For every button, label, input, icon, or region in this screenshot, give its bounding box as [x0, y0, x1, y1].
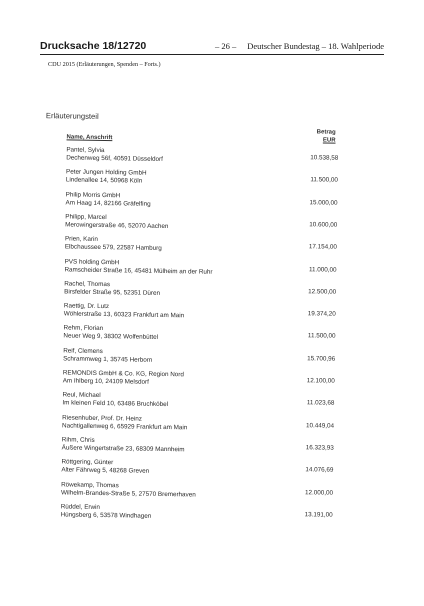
- donor-entry: [63, 369, 335, 391]
- donor-address: Neuer Weg 9, 38302 Wolfenbüttel: [63, 332, 159, 342]
- donation-amount: 15.000,00: [309, 198, 338, 207]
- donation-amount: 11.500,00: [310, 176, 338, 184]
- donor-entry: [61, 459, 333, 481]
- donor-name: Prien, Karin: [64, 235, 98, 244]
- donor-address: Elbchaussee 579, 22587 Hamburg: [64, 243, 162, 253]
- donor-entry: [64, 280, 336, 302]
- donor-address: Birsfelder Straße 95, 52351 Düren: [64, 288, 161, 297]
- donor-name: Raettig, Dr. Lutz: [63, 302, 110, 311]
- donor-entry: [66, 146, 338, 168]
- donor-entry: [62, 392, 334, 414]
- donor-name: Riesenhuber, Prof. Dr. Heinz: [62, 413, 143, 423]
- donor-entry: [66, 169, 338, 191]
- donor-address: Merowingerstraße 46, 52070 Aachen: [65, 221, 169, 230]
- donation-amount: 11.000,00: [308, 265, 337, 274]
- donor-name: Reul, Michael: [62, 391, 101, 400]
- donor-name: Röttgering, Günter: [61, 458, 114, 467]
- donor-address: Nachtigallenweg 6, 65929 Frankfurt am Main: [61, 421, 188, 431]
- donor-entry: [61, 481, 333, 503]
- page-number: – 26 –: [215, 41, 237, 51]
- column-header-amount-unit: EUR: [322, 137, 336, 144]
- donor-name: Pantel, Sylvia: [66, 146, 105, 155]
- document-label: Drucksache 18/: [40, 40, 118, 52]
- donation-amount: 10.449,04: [306, 421, 335, 430]
- donor-entry: [62, 414, 334, 436]
- donor-address: Hüngsberg 6, 53578 Windhagen: [60, 511, 152, 520]
- donor-name: Rachel, Thomas: [64, 280, 111, 288]
- donation-amount: 10.600,00: [309, 221, 338, 229]
- donor-address: Ramscheider Straße 16, 45481 Mülheim an der Ruhr: [64, 265, 213, 276]
- donation-amount: 12.100,00: [306, 377, 335, 385]
- donor-name: Röwekamp, Thomas: [61, 480, 119, 489]
- section-title: Erläuterungsteil: [45, 111, 99, 121]
- donor-entry: [63, 325, 335, 347]
- parliament-label: Deutscher Bundestag – 18. Wahlperiode: [247, 41, 384, 51]
- donation-amount: 17.154,00: [308, 243, 337, 251]
- donor-entry: [63, 347, 335, 369]
- donation-amount: 16.323,93: [305, 444, 334, 452]
- donor-name: Philip Morris GmbH: [65, 191, 121, 199]
- donor-address: Wilhelm-Brandes-Straße 5, 27570 Bremerhaven: [60, 488, 196, 498]
- donor-name: Rehm, Florian: [63, 324, 104, 333]
- donor-address: Am Ihlberg 10, 24109 Melsdorf: [62, 377, 149, 386]
- donor-name: Philipp, Marcel: [65, 213, 107, 221]
- donor-address: Lindenallee 14, 50968 Köln: [65, 176, 143, 185]
- donation-amount: 12.500,00: [308, 288, 337, 296]
- donation-amount: 11.023,68: [306, 399, 335, 407]
- column-header-amount: [295, 128, 335, 145]
- donor-address: Wöhlerstraße 13, 60323 Frankfurt am Main: [63, 310, 185, 320]
- donor-address: Äußere Wingertstraße 23, 68309 Mannheim: [61, 444, 185, 454]
- donor-address: Alter Fährweg 5, 48268 Greven: [61, 466, 150, 475]
- donation-amount: 10.538,58: [310, 154, 339, 162]
- donor-entry: [65, 213, 337, 235]
- donor-address: Schrammweg 1, 35745 Herborn: [63, 355, 153, 364]
- donor-entry: [65, 191, 337, 213]
- donor-entry: [64, 258, 336, 280]
- donation-amount: 15.700,96: [307, 354, 336, 363]
- donor-name: Reif, Clemens: [63, 347, 103, 355]
- donation-amount: 19.374,20: [307, 310, 336, 318]
- donor-name: Peter Jungen Holding GmbH: [65, 168, 147, 177]
- donor-address: Im kleinen Feld 10, 63486 Bruchköbel: [62, 399, 169, 409]
- donor-address: Dechenweg 56f, 40591 Düsseldorf: [66, 154, 163, 163]
- donation-amount: 11.500,00: [307, 332, 336, 341]
- donor-entry: [64, 302, 336, 324]
- donor-name: Rüddel, Erwin: [60, 503, 101, 511]
- donor-name: REMONDIS GmbH & Co. KG, Region Nord: [62, 369, 184, 379]
- donor-entry: [61, 503, 333, 525]
- donation-amount: 14.076,69: [305, 466, 334, 474]
- donor-address: Am Haag 14, 82166 Gräfelfing: [65, 199, 151, 208]
- column-header-amount-label: Betrag: [316, 129, 336, 136]
- donor-entry: [62, 436, 334, 458]
- subheader: CDU 2015 (Erläuterungen, Spenden – Forts.): [48, 61, 161, 68]
- donor-name: PVS holding GmbH: [64, 257, 120, 266]
- donation-amount: 13.191,00: [304, 511, 333, 519]
- document-number-value: 12720: [117, 40, 147, 52]
- donation-amount: 12.000,00: [304, 488, 334, 497]
- donor-entry: [65, 236, 337, 258]
- donor-name: Rihm, Chris: [61, 436, 95, 444]
- column-header-name: Name, Anschrift: [66, 134, 113, 142]
